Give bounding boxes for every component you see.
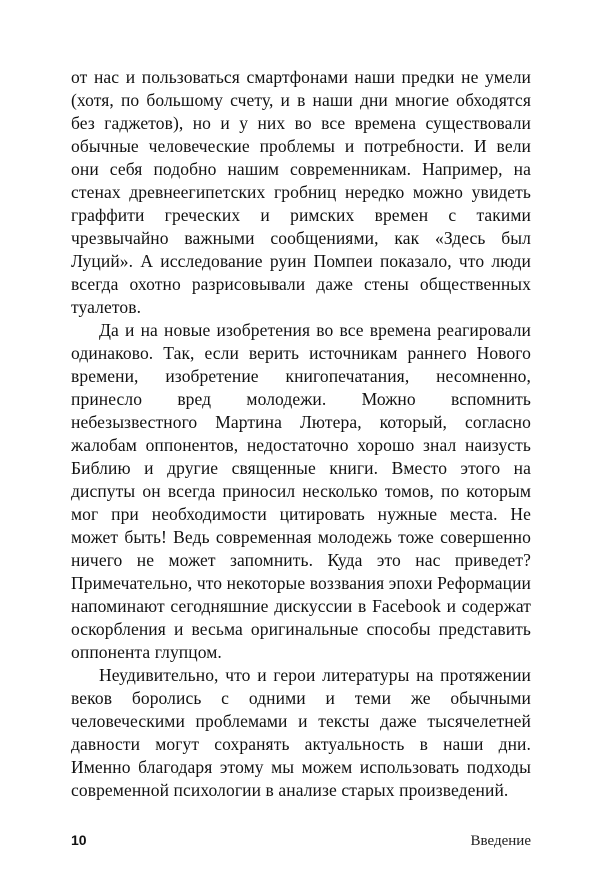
page-number: 10 <box>71 832 87 848</box>
paragraph: Неудивительно, что и герои литературы на протяжении веков боролись с одними и теми же обычными человеческими проблемами и тексты даже тысячелетней давности могут сохранять актуальность в наши дни. Именно благодаря этому мы можем использовать подходы современной психологии в анализе старых произведений. <box>71 665 531 800</box>
paragraph: от нас и пользоваться смартфонами наши предки не умели (хотя, по большому счету, и в наши дни многие обходятся без гаджетов), но и у них во все времена существовали обычные человеческие проблемы и потребности. И вели они себя подобно нашим современникам. Например, на стенах древнеегипетских гробниц нередко можно увидеть граффити греческих и римских времен с такими чрезвычайно важными сообщениями, как «Здесь был Луций». А исследование руин Помпеи показало, что люди всегда охотно разрисовывали даже стены общественных туалетов. <box>71 67 531 317</box>
page-footer <box>71 832 531 850</box>
chapter-label: Введение <box>470 833 531 849</box>
body-text <box>71 66 531 802</box>
paragraph: Да и на новые изобретения во все времена реагировали одинаково. Так, если верить источникам раннего Нового времени, изобретение книгопечатания, несомненно, принесло вред молодежи. Можно вспомнить небезызвестного Мартина Лютера, который, согласно жалобам оппонентов, недостаточно хорошо знал наизусть Библию и другие священные книги. Вместо этого на диспуты он всегда приносил несколько томов, по которым мог при необходимости цитировать нужные места. Не может быть! Ведь современная молодежь тоже совершенно ничего не может запомнить. Куда это нас приведет? Примечательно, что некоторые воззвания эпохи Реформации напоминают сегодняшние дискуссии в Facebook и содержат оскорбления и весьма оригинальные способы представить оппонента глупцом. <box>71 320 531 662</box>
